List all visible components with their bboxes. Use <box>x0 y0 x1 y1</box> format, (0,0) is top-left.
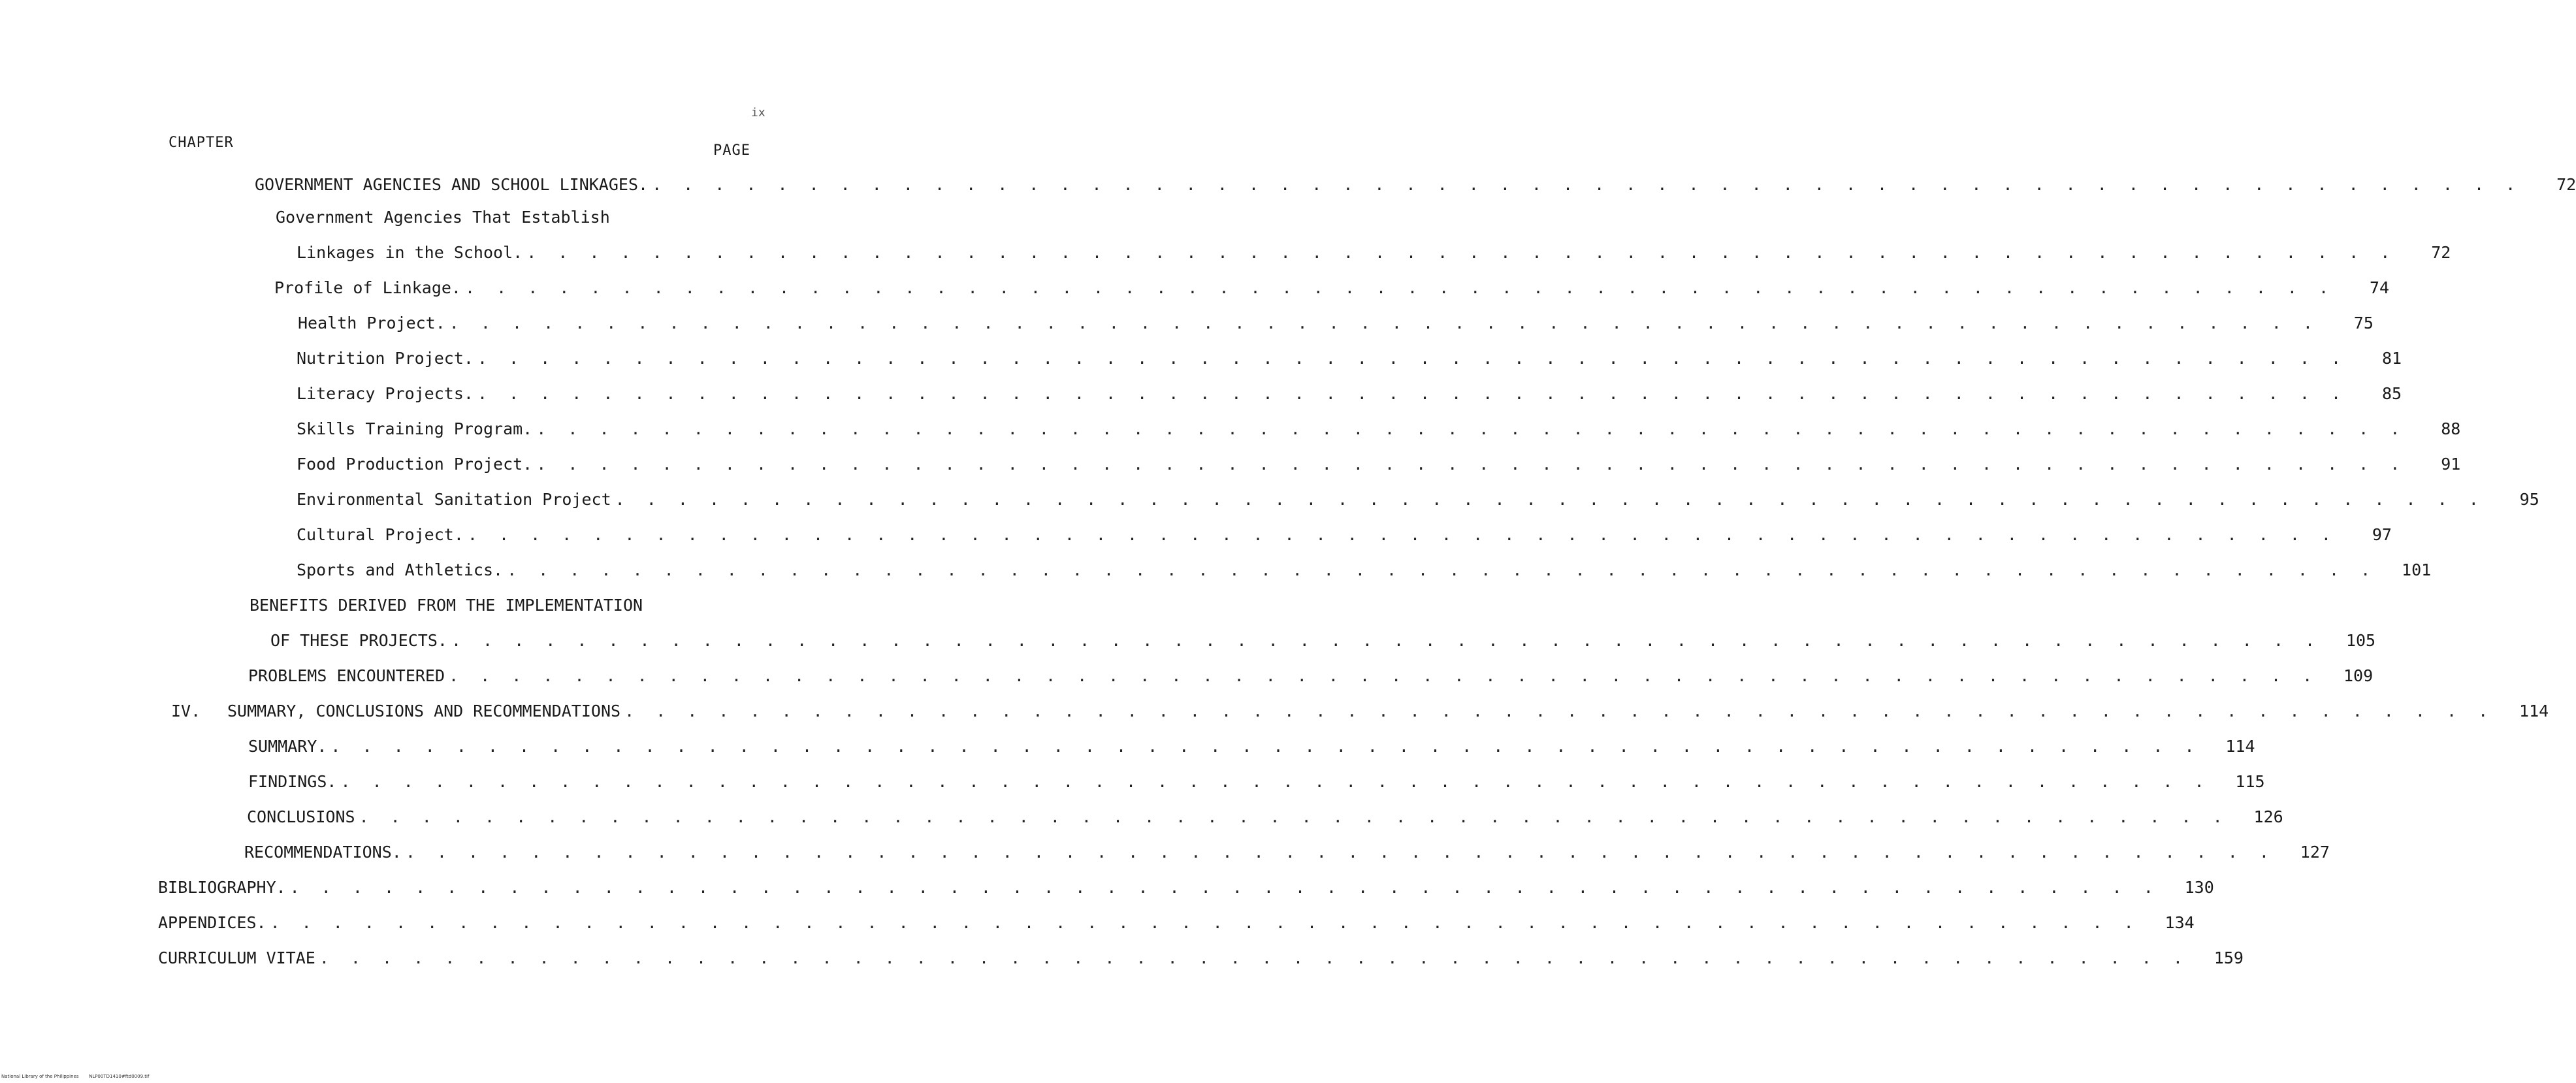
toc-entry <box>0 631 2376 657</box>
dot-leader: . . . . . . . . . . . . . . . . . . . . . . . . . . . . . . . . . . . . . . . . . . . . . . . . . . . . . . . . . . . . <box>340 772 2210 791</box>
dot-leader: . . . . . . . . . . . . . . . . . . . . . . . . . . . . . . . . . . . . . . . . . . . . . . . . . . . . . . . . . . . . <box>270 913 2140 932</box>
dot-leader: . . . . . . . . . . . . . . . . . . . . . . . . . . . . . . . . . . . . . . . . . . . . . . . . . . . . . . . . . . . . <box>405 843 2275 862</box>
dot-leader: . . . . . . . . . . . . . . . . . . . . . . . . . . . . . . . . . . . . . . . . . . . . . . . . . . . . . . . . . . . . <box>359 807 2229 826</box>
toc-entry-title: SUMMARY, CONCLUSIONS AND RECOMMENDATIONS <box>227 702 621 720</box>
dot-leader: . . . . . . . . . . . . . . . . . . . . . . . . . . . . . . . . . . . . . . . . . . . . . . . . . . . . . . . . . . . . <box>464 278 2335 297</box>
toc-entry <box>0 702 2549 728</box>
toc-entry-title: RECOMMENDATIONS. <box>244 843 402 862</box>
toc-entry-title: GOVERNMENT AGENCIES AND SCHOOL LINKAGES. <box>255 175 649 194</box>
toc-entry-title: Profile of Linkage. <box>274 278 461 297</box>
toc-entry-title: FINDINGS. <box>248 772 337 791</box>
toc-entry-title: Cultural Project. <box>297 525 464 544</box>
toc-entry-title: Food Production Project. <box>297 455 533 474</box>
dot-leader: . . . . . . . . . . . . . . . . . . . . . . . . . . . . . . . . . . . . . . . . . . . . . . . . . . . . . . . . . . . . <box>467 525 2337 544</box>
footer <box>1 1074 149 1079</box>
toc-entry-page: 134 <box>2165 913 2195 932</box>
toc-entry-page: 130 <box>2184 878 2214 897</box>
toc-entry-page: 75 <box>2353 314 2374 332</box>
toc-entry-title: Health Project. <box>298 314 445 332</box>
toc-entry <box>0 878 2214 904</box>
toc-entry <box>0 525 2392 551</box>
toc-entry <box>0 666 2374 692</box>
chapter-number-iv: IV. <box>171 702 201 720</box>
toc-entry <box>0 314 2374 340</box>
toc-entry-title: CONCLUSIONS <box>247 807 355 826</box>
footer-library: National Library of the Philippines <box>1 1074 79 1079</box>
toc-entry-page: 114 <box>2519 702 2549 720</box>
dot-leader: . . . . . . . . . . . . . . . . . . . . . . . . . . . . . . . . . . . . . . . . . . . . . . . . . . . . . . . . . . . . <box>477 384 2347 403</box>
toc-entry-title: Literacy Projects. <box>297 384 474 403</box>
toc-entry-page: 114 <box>2225 737 2255 756</box>
dot-leader: . . . . . . . . . . . . . . . . . . . . . . . . . . . . . . . . . . . . . . . . . . . . . . . . . . . . . . . . . . . . <box>536 455 2406 474</box>
toc-entry-page: 127 <box>2300 843 2330 862</box>
toc-entry-page: 88 <box>2441 419 2461 438</box>
toc-entry-title: Nutrition Project. <box>297 349 474 368</box>
toc-entry <box>0 737 2255 763</box>
toc-entry-title: Government Agencies That Establish <box>276 208 610 227</box>
toc-entry <box>0 560 2432 587</box>
dot-leader: . . . . . . . . . . . . . . . . . . . . . . . . . . . . . . . . . . . . . . . . . . . . . . . . . . . . . . . . . . . . <box>330 737 2200 756</box>
footer-file: NLP00TD1410#ftd0009.tif <box>89 1074 150 1079</box>
dot-leader: . . . . . . . . . . . . . . . . . . . . . . . . . . . . . . . . . . . . . . . . . . . . . . . . . . . . . . . . . . . . <box>451 631 2321 650</box>
toc-entry-title: APPENDICES. <box>158 913 266 932</box>
toc-entry-page: 115 <box>2235 772 2265 791</box>
toc-entry-page: 81 <box>2381 349 2402 368</box>
toc-entry <box>0 948 2244 975</box>
toc-entry <box>0 384 2402 410</box>
toc-entry <box>0 772 2265 798</box>
toc-entry-title: PROBLEMS ENCOUNTERED <box>248 666 445 685</box>
toc-entry-page: 72 <box>2556 175 2576 194</box>
toc-entry <box>0 419 2461 445</box>
toc-entry-title: SUMMARY. <box>248 737 327 756</box>
dot-leader: . . . . . . . . . . . . . . . . . . . . . . . . . . . . . . . . . . . . . . . . . . . . . . . . . . . . . . . . . . . . <box>652 175 2522 194</box>
toc-entry-page: 126 <box>2253 807 2283 826</box>
dot-leader: . . . . . . . . . . . . . . . . . . . . . . . . . . . . . . . . . . . . . . . . . . . . . . . . . . . . . . . . . . . . <box>289 878 2159 897</box>
toc-entry-title: BIBLIOGRAPHY. <box>158 878 286 897</box>
toc-entry <box>0 596 793 622</box>
toc-entry-page: 159 <box>2214 948 2244 967</box>
toc-entry-page: 101 <box>2402 560 2432 579</box>
toc-entry <box>0 278 2390 304</box>
dot-leader: . . . . . . . . . . . . . . . . . . . . . . . . . . . . . . . . . . . . . . . . . . . . . . . . . . . . . . . . . . . . <box>536 419 2406 438</box>
dot-leader: . . . . . . . . . . . . . . . . . . . . . . . . . . . . . . . . . . . . . . . . . . . . . . . . . . . . . . . . . . . . <box>319 948 2189 967</box>
toc-entry <box>0 455 2461 481</box>
page-number: ix <box>751 106 765 120</box>
toc-entry <box>0 175 2576 201</box>
dot-leader: . . . . . . . . . . . . . . . . . . . . . . . . . . . . . . . . . . . . . . . . . . . . . . . . . . . . . . . . . . . . <box>507 560 2377 579</box>
toc-entry-title: OF THESE PROJECTS. <box>270 631 447 650</box>
dot-leader: . . . . . . . . . . . . . . . . . . . . . . . . . . . . . . . . . . . . . . . . . . . . . . . . . . . . . . . . . . . . <box>449 314 2319 332</box>
toc-entry-page: 72 <box>2431 243 2451 262</box>
toc-entry-title: CURRICULUM VITAE <box>158 948 315 967</box>
toc-entry-page: 74 <box>2369 278 2390 297</box>
toc-entry <box>0 243 2451 269</box>
chapter-heading: CHAPTER <box>169 135 234 151</box>
toc-entry-title: Skills Training Program. <box>297 419 533 438</box>
toc-entry-page: 97 <box>2372 525 2392 544</box>
toc-entry-title: Linkages in the School. <box>297 243 523 262</box>
toc-entry-title: BENEFITS DERIVED FROM THE IMPLEMENTATION <box>250 596 643 615</box>
dot-leader: . . . . . . . . . . . . . . . . . . . . . . . . . . . . . . . . . . . . . . . . . . . . . . . . . . . . . . . . . . . . <box>615 490 2485 509</box>
toc-entry-page: 91 <box>2441 455 2461 474</box>
toc-entry-page: 105 <box>2345 631 2376 650</box>
toc-entry <box>0 349 2402 375</box>
toc-entry <box>0 208 793 234</box>
page-heading: PAGE <box>713 142 750 159</box>
dot-leader: . . . . . . . . . . . . . . . . . . . . . . . . . . . . . . . . . . . . . . . . . . . . . . . . . . . . . . . . . . . . <box>624 702 2494 720</box>
dot-leader: . . . . . . . . . . . . . . . . . . . . . . . . . . . . . . . . . . . . . . . . . . . . . . . . . . . . . . . . . . . . <box>477 349 2347 368</box>
toc-entry <box>0 490 2539 516</box>
toc-entry-page: 95 <box>2519 490 2539 509</box>
dot-leader: . . . . . . . . . . . . . . . . . . . . . . . . . . . . . . . . . . . . . . . . . . . . . . . . . . . . . . . . . . . . <box>526 243 2396 262</box>
toc-entry-page: 109 <box>2343 666 2374 685</box>
toc-entry-title: Environmental Sanitation Project <box>297 490 611 509</box>
toc-entry <box>0 913 2195 939</box>
dot-leader: . . . . . . . . . . . . . . . . . . . . . . . . . . . . . . . . . . . . . . . . . . . . . . . . . . . . . . . . . . . . <box>449 666 2319 685</box>
toc-entry-page: 85 <box>2381 384 2402 403</box>
toc-entry-title: Sports and Athletics. <box>297 560 504 579</box>
toc-entry <box>0 807 2283 833</box>
toc-entry <box>0 843 2330 869</box>
